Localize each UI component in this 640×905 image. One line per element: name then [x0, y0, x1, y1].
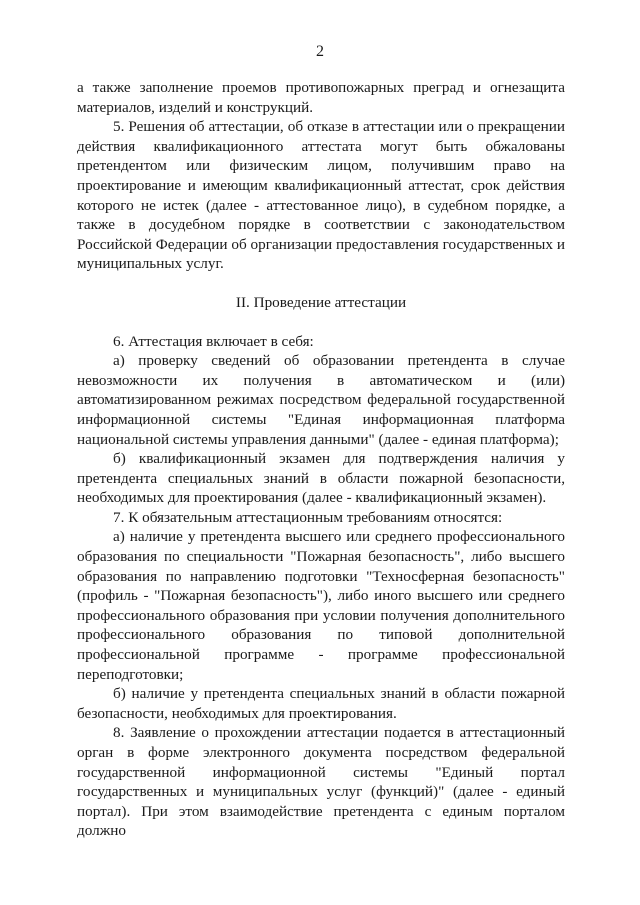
paragraph-6a: а) проверку сведений об образовании претендента в случае невозможности их получения в автоматическом и (или) автоматизированном режимах посредством федеральной государственной информационной системы "Единая информационная платформа национальной системы управления данными" (далее - единая платформа); — [77, 352, 565, 448]
paragraph-6b: б) квалификационный экзамен для подтверждения наличия у претендента специальных знаний в области пожарной безопасности, необходимых для проектирования (далее - квалификационный экзамен). — [77, 450, 565, 507]
paragraph-7b: б) наличие у претендента специальных знаний в области пожарной безопасности, необходимых для проектирования. — [77, 685, 565, 722]
paragraph-6: 6. Аттестация включает в себя: — [113, 332, 314, 350]
document-body — [77, 78, 565, 841]
page-number: 2 — [316, 43, 324, 60]
section-heading: II. Проведение аттестации — [235, 293, 407, 311]
paragraph-7: 7. К обязательным аттестационным требованиям относятся: — [113, 508, 503, 526]
paragraph-7a: а) наличие у претендента высшего или среднего профессионального образования по специальности "Пожарная безопасность", либо высшего образования по направлению подготовки "Техносферная безопасность" (профиль - "Пожарная безопасность"), либо иного высшего или среднего профессионального образования при условии получения дополнительного профессионального образования по типовой дополнительной профессиональной программе - программе профессиональной переподготовки; — [77, 528, 565, 683]
paragraph-5: 5. Решения об аттестации, об отказе в аттестации или о прекращении действия квалификационного аттестата могут быть обжалованы претендентом или физическим лицом, получившим право на проектирование и имеющим квалификационный аттестат, срок действия которого не истек (далее - аттестованное лицо), в судебном порядке, а также в досудебном порядке в соответствии с законодательством Российской Федерации об организации предоставления государственных и муниципальных услуг. — [77, 118, 565, 273]
paragraph-8: 8. Заявление о прохождении аттестации подается в аттестационный орган в форме электронного документа посредством федеральной государственной информационной системы "Единый портал государственных и муниципальных услуг (функций)" (далее - единый портал). При этом взаимодействие претендента с единым порталом должно — [77, 724, 565, 840]
paragraph-continuation: а также заполнение проемов противопожарных преград и огнезащита материалов, изделий и конструкций. — [77, 79, 565, 116]
